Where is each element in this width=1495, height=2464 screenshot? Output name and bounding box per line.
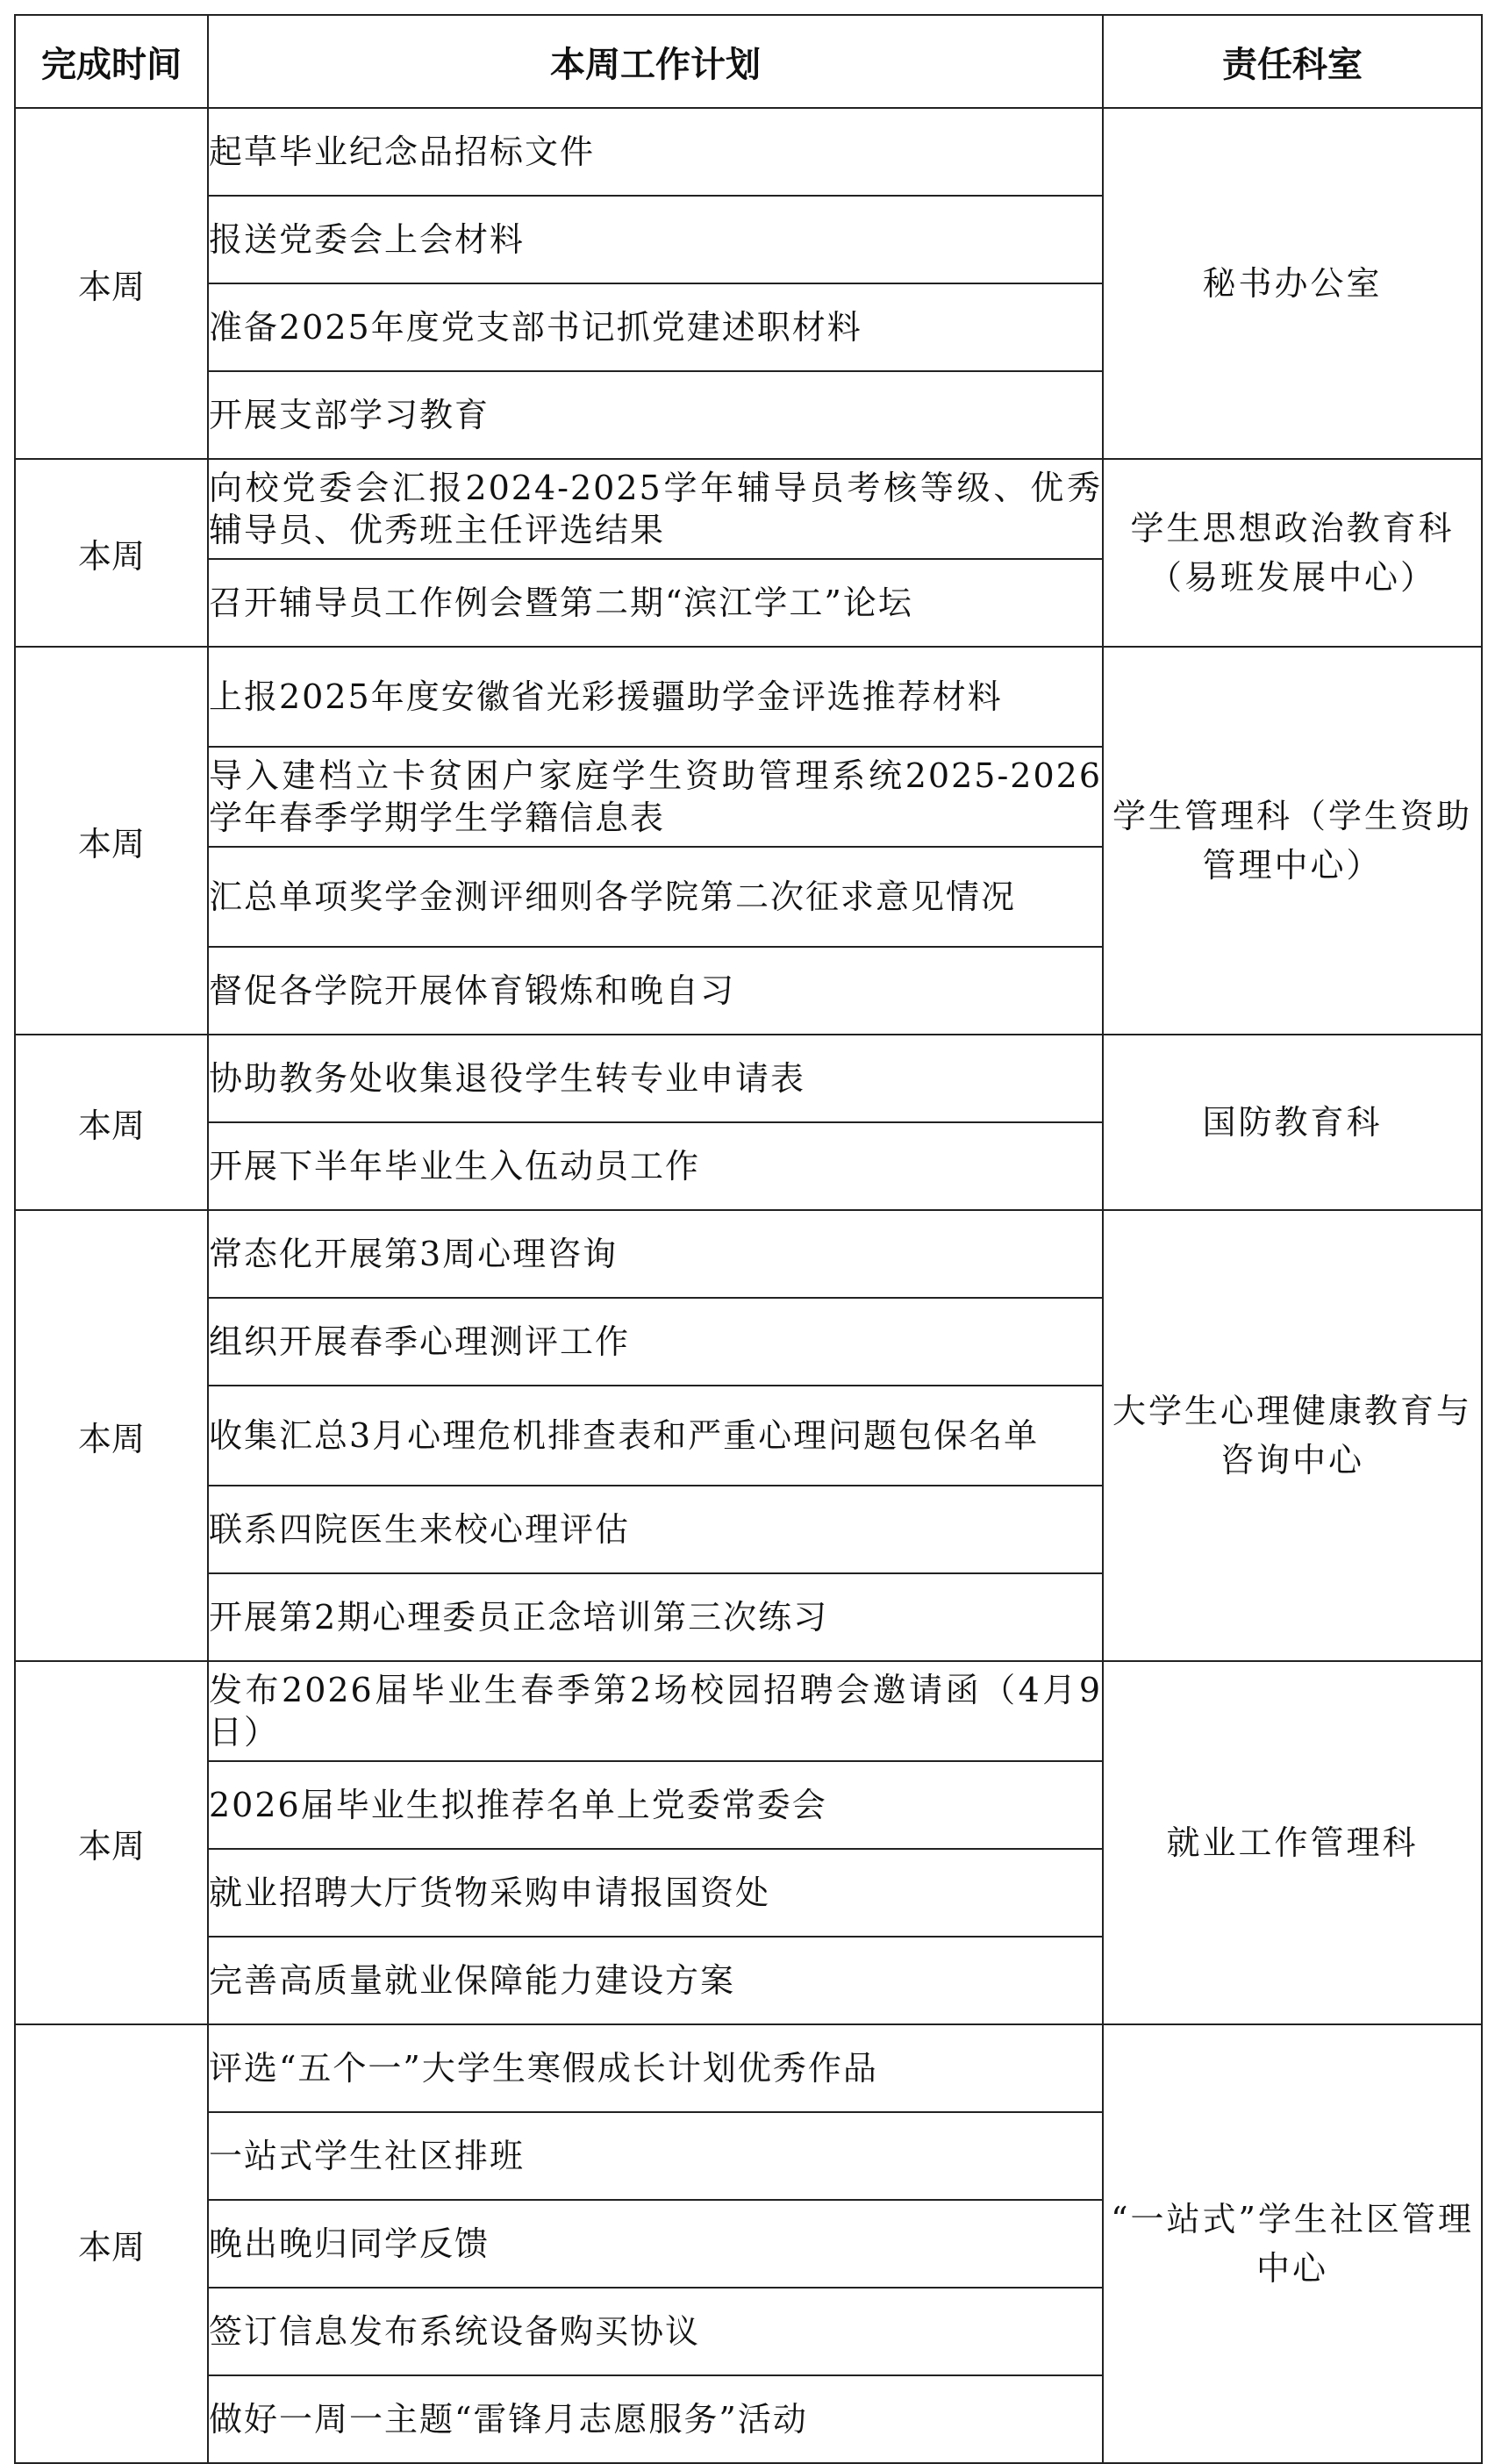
plan-item-cell: 起草毕业纪念品招标文件 <box>208 108 1103 196</box>
completion-time-cell: 本周 <box>15 647 208 1035</box>
plan-item-cell: 一站式学生社区排班 <box>208 2112 1103 2200</box>
table-row <box>15 647 1482 747</box>
completion-time-cell: 本周 <box>15 1210 208 1661</box>
table-row <box>15 108 1482 196</box>
completion-time-cell: 本周 <box>15 1035 208 1210</box>
weekly-plan-table <box>14 14 1483 2464</box>
plan-item-cell: 向校党委会汇报2024-2025学年辅导员考核等级、优秀辅导员、优秀班主任评选结果 <box>208 459 1103 559</box>
department-cell: 大学生心理健康教育与咨询中心 <box>1103 1210 1482 1661</box>
plan-item-cell: 收集汇总3月心理危机排查表和严重心理问题包保名单 <box>208 1386 1103 1486</box>
plan-item-cell: 就业招聘大厅货物采购申请报国资处 <box>208 1849 1103 1937</box>
completion-time-cell: 本周 <box>15 459 208 647</box>
completion-time-cell: 本周 <box>15 1661 208 2024</box>
plan-item-cell: 召开辅导员工作例会暨第二期“滨江学工”论坛 <box>208 559 1103 647</box>
plan-item-cell: 开展第2期心理委员正念培训第三次练习 <box>208 1573 1103 1661</box>
department-cell: 国防教育科 <box>1103 1035 1482 1210</box>
plan-item-cell: 上报2025年度安徽省光彩援疆助学金评选推荐材料 <box>208 647 1103 747</box>
department-cell: 学生管理科（学生资助管理中心） <box>1103 647 1482 1035</box>
table-body <box>15 108 1482 2463</box>
plan-item-cell: 评选“五个一”大学生寒假成长计划优秀作品 <box>208 2024 1103 2112</box>
plan-item-cell: 开展支部学习教育 <box>208 371 1103 459</box>
completion-time-cell: 本周 <box>15 108 208 459</box>
table-row <box>15 1035 1482 1122</box>
plan-item-cell: 开展下半年毕业生入伍动员工作 <box>208 1122 1103 1210</box>
plan-item-cell: 组织开展春季心理测评工作 <box>208 1298 1103 1386</box>
header-plan: 本周工作计划 <box>208 15 1103 108</box>
plan-item-cell: 报送党委会上会材料 <box>208 196 1103 283</box>
plan-item-cell: 2026届毕业生拟推荐名单上党委常委会 <box>208 1761 1103 1849</box>
plan-item-cell: 协助教务处收集退役学生转专业申请表 <box>208 1035 1103 1122</box>
department-cell: “一站式”学生社区管理中心 <box>1103 2024 1482 2463</box>
plan-item-cell: 发布2026届毕业生春季第2场校园招聘会邀请函（4月9日） <box>208 1661 1103 1761</box>
plan-item-cell: 完善高质量就业保障能力建设方案 <box>208 1937 1103 2024</box>
department-cell: 就业工作管理科 <box>1103 1661 1482 2024</box>
header-time: 完成时间 <box>15 15 208 108</box>
plan-item-cell: 督促各学院开展体育锻炼和晚自习 <box>208 947 1103 1035</box>
plan-item-cell: 做好一周一主题“雷锋月志愿服务”活动 <box>208 2375 1103 2463</box>
completion-time-cell: 本周 <box>15 2024 208 2463</box>
plan-item-cell: 晚出晚归同学反馈 <box>208 2200 1103 2288</box>
plan-item-cell: 导入建档立卡贫困户家庭学生资助管理系统2025-2026学年春季学期学生学籍信息表 <box>208 747 1103 847</box>
plan-item-cell: 常态化开展第3周心理咨询 <box>208 1210 1103 1298</box>
header-row <box>15 15 1482 108</box>
department-cell: 秘书办公室 <box>1103 108 1482 459</box>
table-row <box>15 1661 1482 1761</box>
table-row <box>15 1210 1482 1298</box>
table-row <box>15 459 1482 559</box>
plan-item-cell: 准备2025年度党支部书记抓党建述职材料 <box>208 283 1103 371</box>
plan-item-cell: 联系四院医生来校心理评估 <box>208 1486 1103 1573</box>
table-row <box>15 2024 1482 2112</box>
plan-item-cell: 签订信息发布系统设备购买协议 <box>208 2288 1103 2375</box>
header-dept: 责任科室 <box>1103 15 1482 108</box>
department-cell: 学生思想政治教育科（易班发展中心） <box>1103 459 1482 647</box>
plan-item-cell: 汇总单项奖学金测评细则各学院第二次征求意见情况 <box>208 847 1103 947</box>
